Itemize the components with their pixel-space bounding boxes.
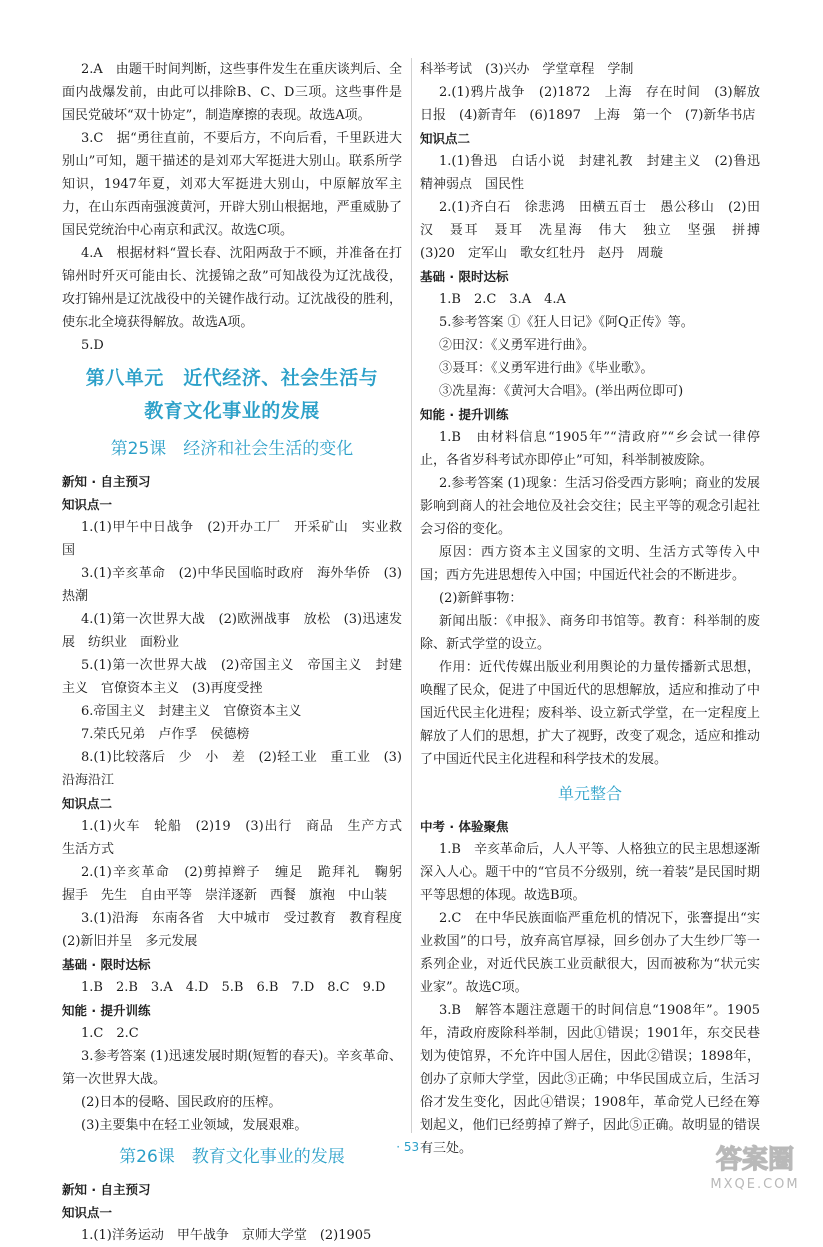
answer-item: 2.(1)齐白石 徐悲鸿 田横五百士 愚公移山 (2)田汉 聂耳 聂耳 冼星海 伟大 独立 坚强 拼搏 (3)20 定军山 歌女红牡丹 赵丹 周璇 [420, 200, 774, 261]
right-column [420, 58, 774, 1160]
column-divider [411, 58, 412, 1133]
knowledge-point-heading: 知识点二 [420, 131, 471, 146]
answer-item: 4.(1)第一次世界大战 (2)欧洲战事 放松 (3)迅速发展 纺织业 面粉业 [62, 612, 402, 650]
answer-item: 作用：近代传媒出版业利用舆论的力量传播新式思想，唤醒了民众，促进了中国近代的思想解放，适应和推动了中国近代民主化进程；废科举、设立新式学堂，在一定程度上解放了人们的思想，扩大了视野，改变了观念，适应和推动了中国近代民主化进程和科学技术的发展。 [420, 660, 760, 767]
answer-item: 5.参考答案 ①《狂人日记》《阿Q正传》等。 [439, 315, 694, 330]
watermark-logo [695, 1138, 815, 1192]
answer-item: 1.(1)洋务运动 甲午战争 京师大学堂 (2)1905 [81, 1228, 372, 1243]
answer-item: ③聂耳：《义勇军进行曲》《毕业歌》。 [439, 361, 654, 376]
answer-item: 科举考试 (3)兴办 学堂章程 学制 [420, 62, 634, 77]
answer-item: 8.(1)比较落后 少 小 差 (2)轻工业 重工业 (3)沿海沿江 [62, 750, 402, 788]
answer-item: 2.C 在中华民族面临严重危机的情况下，张謇提出“实业救国”的口号，放弃高官厚禄，回乡创办了大生纱厂等一系列企业，对近代民族工业贡献很大，因而被称为“状元实业家”。故选C项。 [420, 911, 760, 995]
knowledge-point-heading: 知识点一 [62, 497, 113, 512]
answer-item: 新闻出版：《申报》、商务印书馆等。教育：科举制的废除、新式学堂的设立。 [420, 614, 760, 652]
answer-item: 原因：西方资本主义国家的文明、生活方式等传入中国；西方先进思想传入中国；中国近代社会的不断进步。 [420, 545, 760, 583]
unit-title-line-2: 教育文化事业的发展 [144, 400, 320, 422]
section-heading: 中考 · 体验聚焦 [420, 819, 509, 834]
knowledge-point-heading: 知识点二 [62, 796, 113, 811]
lesson-26-title: 第26课 教育文化事业的发展 [119, 1147, 345, 1167]
answer-item: 1.B 2.B 3.A 4.D 5.B 6.B 7.D 8.C 9.D [81, 980, 386, 995]
page-number: · 53 · [396, 1140, 427, 1154]
answer-2: 2.A 由题干时间判断，这些事件发生在重庆谈判后、全面内战爆发前，由此可以排除B、C、D三项。这些事件是国民党破坏“双十协定”，制造摩擦的表现。故选A项。 [62, 62, 402, 123]
watermark-text: 答案圈 [715, 1145, 795, 1175]
section-heading: 知能 · 提升训练 [62, 1003, 151, 1018]
answer-item: 3.参考答案 (1)迅速发展时期(短暂的春天)。辛亥革命、第一次世界大战。 [62, 1049, 402, 1087]
answer-item: 7.荣氏兄弟 卢作孚 侯德榜 [81, 727, 250, 742]
lesson-25-title: 第25课 经济和社会生活的变化 [110, 439, 354, 459]
answer-item: 1.(1)火车 轮船 (2)19 (3)出行 商品 生产方式 生活方式 [62, 819, 416, 857]
answer-item: 6.帝国主义 封建主义 官僚资本主义 [81, 704, 302, 719]
watermark-url: MXQE.COM [710, 1177, 800, 1192]
section-heading: 基础 · 限时达标 [62, 957, 151, 972]
section-heading: 基础 · 限时达标 [420, 269, 509, 284]
section-heading: 新知 · 自主预习 [62, 474, 151, 489]
answer-item: 1.B 由材料信息“1905年”“清政府”“乡会试一律停止，各省岁科考试亦即停止”可知，科举制被废除。 [420, 430, 760, 468]
answer-item: ③冼星海：《黄河大合唱》。(举出两位即可) [439, 384, 684, 399]
answer-5: 5.D [81, 338, 104, 353]
answer-4: 4.A 根据材料“置长春、沈阳两敌于不顾，并准备在打锦州时歼灭可能由长、沈援锦之敌”可知战役为辽沈战役，攻打锦州是辽沈战役中的关键作战行动。辽沈战役的胜利，使东北全境获得解放。故选A项。 [62, 246, 402, 330]
answer-item: 1.C 2.C [81, 1026, 139, 1041]
section-heading: 新知 · 自主预习 [62, 1182, 151, 1197]
section-heading: 知能 · 提升训练 [420, 407, 509, 422]
answer-item: 3.(1)沿海 东南各省 大中城市 受过教育 教育程度 (2)新旧并呈 多元发展 [62, 911, 416, 949]
answer-item: ②田汉：《义勇军进行曲》。 [439, 338, 596, 353]
answer-item: 3.B 解答本题注意题干的时间信息“1908年”。1905年，清政府废除科举制，因此①错误；1901年，东交民巷划为使馆界，不允许中国人居住，因此②错误；1898年，创办了京师大学堂，因此③正确；中华民国成立后，生活习俗才发生变化，因此④错误；1908年，革命党人已经在筹划起义，他们已经剪掉了辫子，因此⑤正确。故明显的错误有三处。 [420, 1003, 760, 1156]
answer-3: 3.C 据“勇往直前，不要后方，不向后看，千里跃进大别山”可知，题干描述的是刘邓大军挺进大别山。联系所学知识，1947年夏，刘邓大军挺进大别山，中原解放军主力，在山东西南强渡黄河，开辟大别山根据地，严重威胁了国民党统治中心南京和武汉。故选C项。 [62, 131, 402, 238]
answer-item: 3.(1)辛亥革命 (2)中华民国临时政府 海外华侨 (3)热潮 [62, 566, 402, 604]
answer-item: 1.(1)鲁迅 白话小说 封建礼教 封建主义 (2)鲁迅 精神弱点 国民性 [420, 154, 774, 192]
answer-item: 1.(1)甲午中日战争 (2)开办工厂 开采矿山 实业救国 [62, 520, 402, 558]
answer-item: 1.B 辛亥革命后，人人平等、人格独立的民主思想逐渐深入人心。题干中的“官员不分级别，统一着装”是民国时期平等思想的体现。故选B项。 [420, 842, 760, 903]
unit-title-line-1: 第八单元 近代经济、社会生活与 [85, 367, 379, 389]
answer-item: 5.(1)第一次世界大战 (2)帝国主义 帝国主义 封建主义 官僚资本主义 (3)再度受挫 [62, 658, 402, 696]
knowledge-point-heading: 知识点一 [62, 1205, 113, 1220]
answer-item: 2.(1)辛亥革命 (2)剪掉辫子 缠足 跪拜礼 鞠躬 握手 先生 自由平等 崇洋逐新 西餐 旗袍 中山装 [62, 865, 416, 903]
answer-item: 2.(1)鸦片战争 (2)1872 上海 存在时间 (3)解放日报 (4)新青年 (6)1897 上海 第一个 (7)新华书店 [420, 85, 760, 123]
answer-item: 2.参考答案 (1)现象：生活习俗受西方影响；商业的发展影响到商人的社会地位及社会交往；民主平等的观念引起社会习俗的变化。 [420, 476, 760, 537]
answer-item: (2)新鲜事物： [439, 591, 523, 606]
answer-item: (3)主要集中在轻工业领域，发展艰难。 [81, 1118, 308, 1133]
unit-title [62, 362, 402, 428]
answer-item: 1.B 2.C 3.A 4.A [439, 292, 566, 307]
answer-item: (2)日本的侵略、国民政府的压榨。 [81, 1095, 282, 1110]
unit-summary-title: 单元整合 [557, 784, 622, 803]
